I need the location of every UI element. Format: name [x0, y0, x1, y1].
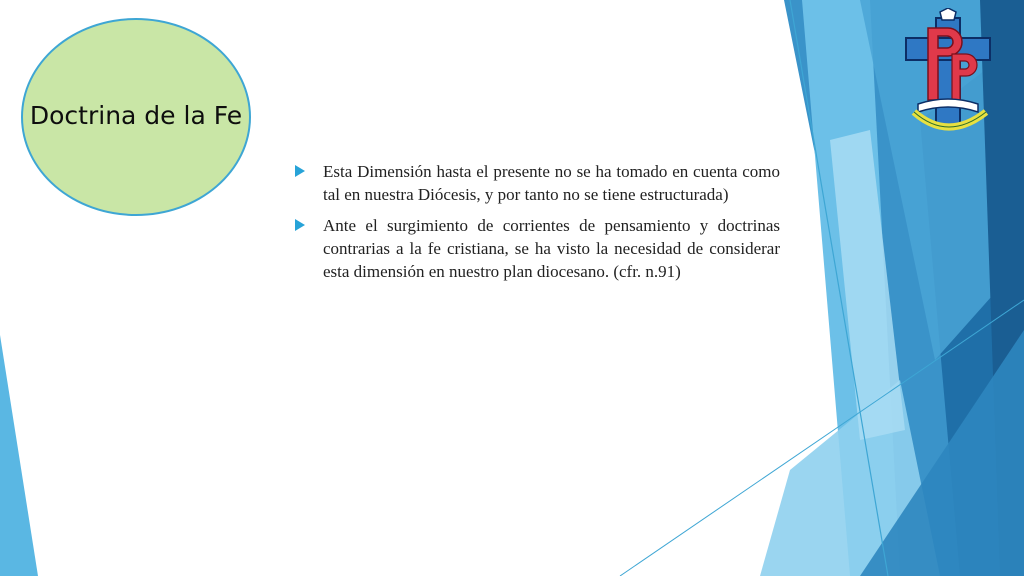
list-item — [294, 160, 780, 206]
list-item — [294, 214, 780, 283]
bullet-text: Esta Dimensión hasta el presente no se ha tomado en cuenta como tal en nuestra Diócesis, y por tanto no se tiene estructurada) — [323, 162, 780, 204]
left-edge-shape — [0, 335, 38, 576]
triangle-right-icon — [295, 165, 305, 177]
cross-pp-emblem-icon — [898, 8, 1002, 140]
bullet-text: Ante el surgimiento de corrientes de pensamiento y doctrinas contrarias a la fe cristiana, se ha visto la necesidad de considerar esta dimensión en nuestro plan diocesano. (cfr. n.91) — [323, 216, 780, 281]
slide-title: Doctrina de la Fe — [29, 101, 243, 130]
title-ellipse — [21, 18, 251, 216]
bullet-list — [294, 160, 780, 291]
triangle-right-icon — [295, 219, 305, 231]
